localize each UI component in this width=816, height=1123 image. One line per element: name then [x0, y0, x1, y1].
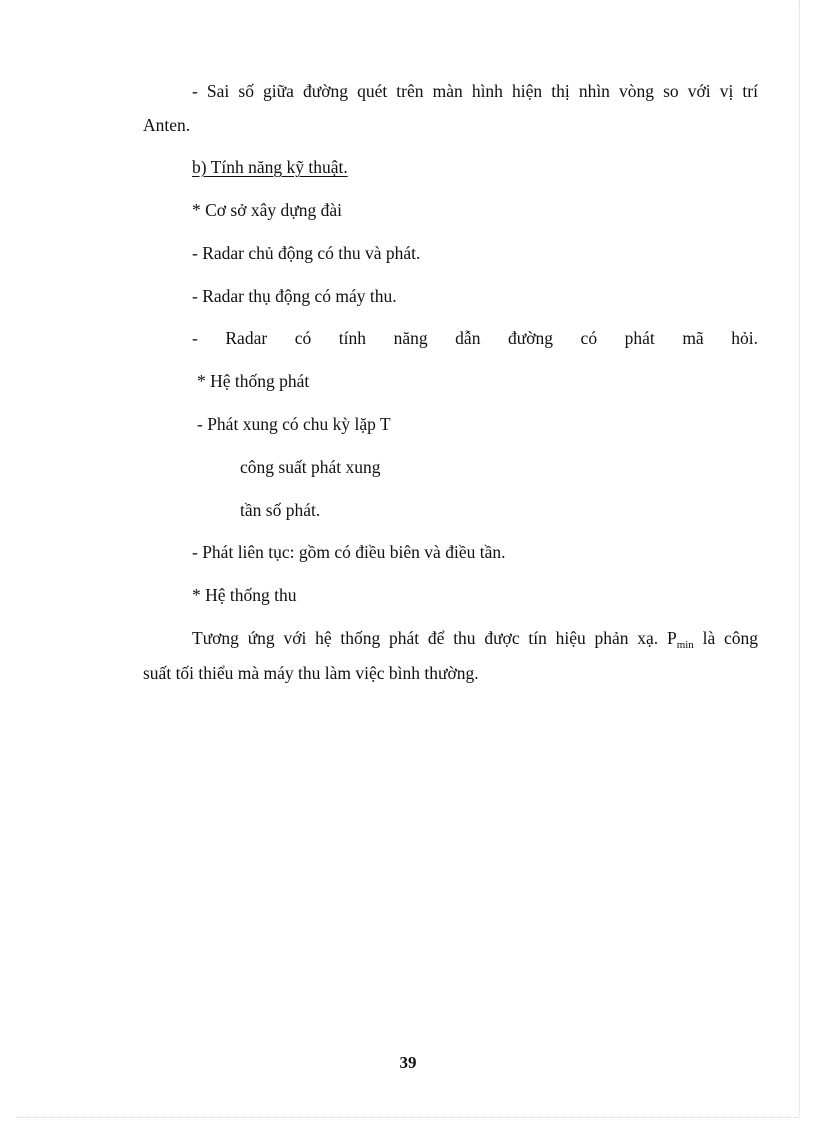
he-thong-thu: * Hệ thống thu: [192, 585, 297, 605]
phat-xung: - Phát xung có chu kỳ lặp T: [197, 414, 391, 434]
para1-line2: Anten.: [143, 115, 191, 135]
p-min-subscript: min: [676, 639, 694, 651]
last-para-part2: là công: [693, 628, 758, 648]
last-para-line1: [192, 628, 758, 651]
he-thong-phat: * Hệ thống phát: [197, 371, 310, 391]
cong-suat-phat-xung: công suất phát xung: [240, 457, 381, 477]
para1-line1: - Sai số giữa đường quét trên màn hình hiện thị nhìn vòng so với vị trí: [192, 81, 758, 101]
page-number: 39: [399, 1053, 417, 1072]
last-para-part1: Tương ứng với hệ thống phát để thu được tín hiệu phản xạ. P: [192, 628, 677, 648]
section-heading-b: b) Tính năng kỹ thuật.: [192, 157, 348, 177]
last-para-line2: suất tối thiểu mà máy thu làm việc bình thường.: [143, 663, 479, 683]
radar-thu-dong: - Radar thụ động có máy thu.: [192, 286, 397, 306]
co-so-xay-dung-dai: * Cơ sở xây dựng đài: [192, 200, 342, 220]
radar-chu-dong: - Radar chủ động có thu và phát.: [192, 243, 421, 263]
phat-lien-tuc: - Phát liên tục: gồm có điều biên và điều tần.: [192, 542, 506, 562]
tan-so-phat: tần số phát.: [240, 500, 321, 520]
radar-dan-duong: - Radar có tính năng dẫn đường có phát mã hỏi.: [192, 328, 758, 348]
